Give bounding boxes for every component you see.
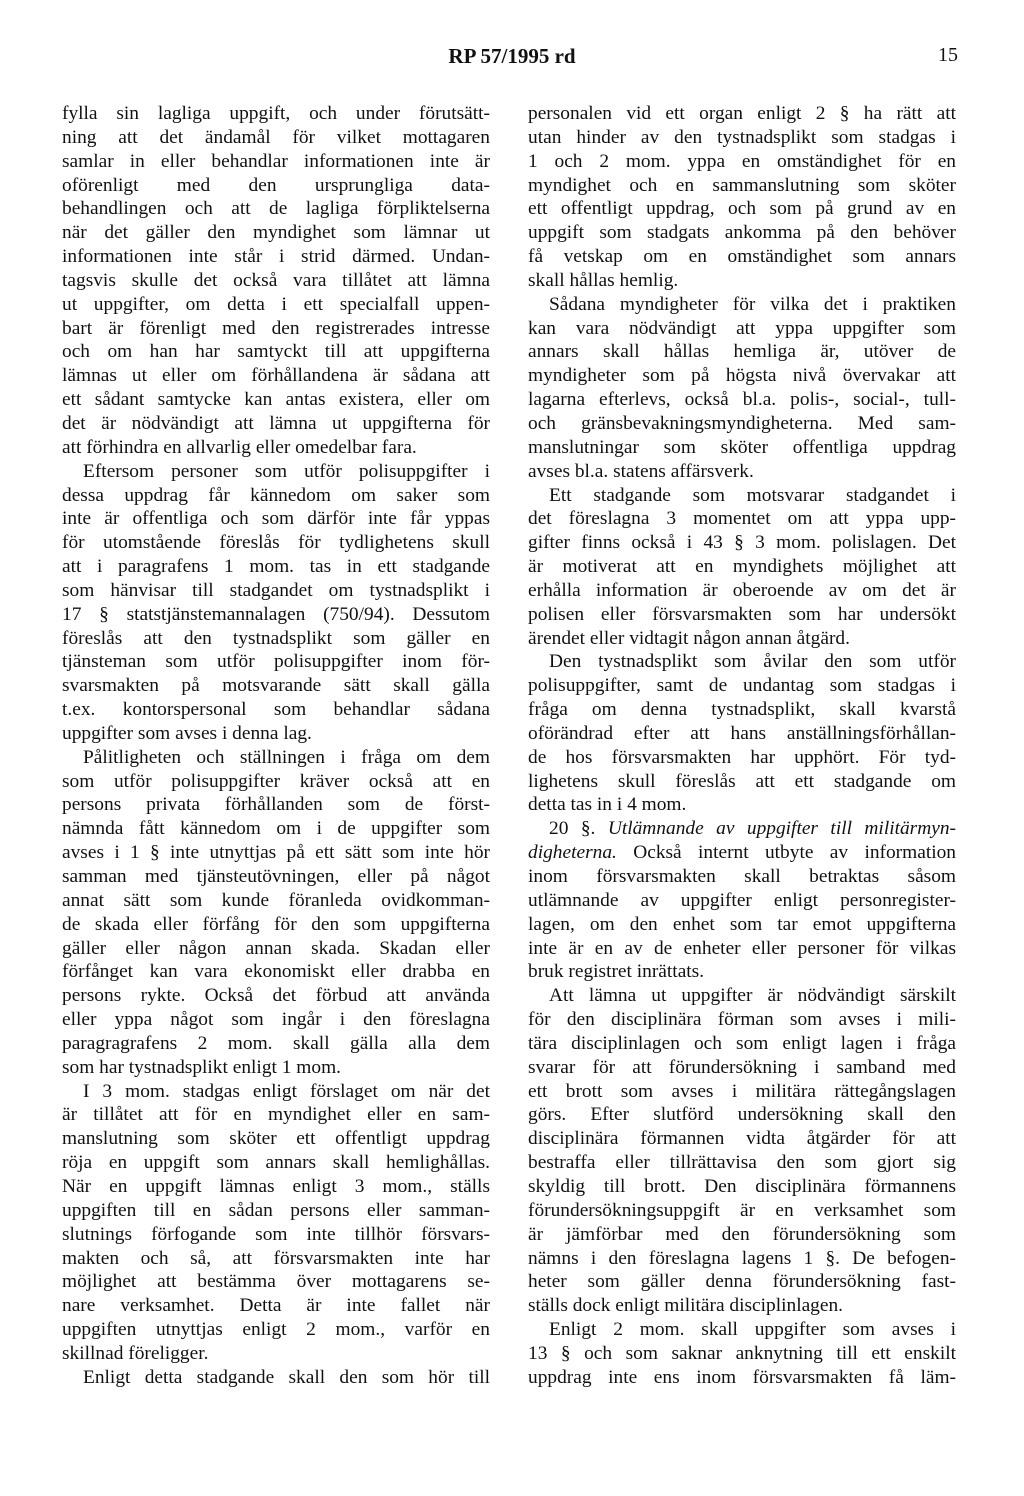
text-line [62,913,490,937]
line-text: Eftersom personer som utför polisuppgifter i [83,460,490,482]
line-text: samman med tjänsteutövningen, eller på något [62,866,490,887]
line-text: nämnda fått kännedom om i de uppgifter som [62,818,490,840]
line-text: oförändrad efter att hans anställningsförhållan- [528,722,956,744]
text-line [528,627,956,651]
line-text: erhålla information är oberoende av om det är [528,579,956,601]
text-line [62,507,490,531]
line-text: för den disciplinära förman som avses i mili- [528,1009,956,1031]
text-line [62,937,490,961]
text-line [62,889,490,913]
text-line [62,340,490,364]
line-text: lämnas ut eller om förhållandena är sådana att [62,365,490,387]
text-line [62,1127,490,1151]
text-line [528,197,956,221]
line-text: som har tystnadsplikt enligt 1 mom. [62,1056,341,1078]
line-text: Ett stadgande som motsvarar stadgandet i [549,484,956,506]
text-line [62,484,490,508]
line-text: 13 § och som saknar anknytning till ett enskilt [528,1342,956,1364]
text-line [62,412,490,436]
line-text: lagarna efterlevs, också bl.a. polis-, social-, tull- [528,389,956,411]
text-line [62,150,490,174]
line-text: och om han har samtyckt till att uppgifterna [62,341,490,363]
line-text: avses i 1 § inte utnyttjas på ett sätt som inte hör [62,842,490,864]
line-text: Också internt utbyte av information [616,842,956,864]
line-text: det är nödvändigt att lämna ut uppgifterna för [62,412,490,434]
line-text: bruk registret inrättats. [528,961,705,983]
text-line [528,507,956,531]
line-text: makten och så, att försvarsmakten inte har [62,1247,490,1269]
line-text: bart är förenligt med den registrerades intresse [62,317,490,339]
text-line [62,1008,490,1032]
line-text: är motiverat att en myndighets möjlighet att [528,556,956,578]
line-text: 20 §. [549,818,608,840]
line-text: är tillåtet att för en myndighet eller en sam- [62,1104,490,1126]
line-text: fråga om denna tystnadsplikt, skall kvarstå [528,699,956,721]
text-line [528,293,956,317]
line-text: ställs dock enligt militära disciplinlagen. [528,1295,844,1317]
line-text: behandlingen och att de lagliga förpliktelserna [62,198,490,220]
text-line [528,1318,956,1342]
text-line [62,674,490,698]
text-line [62,603,490,627]
page-header [0,44,1024,74]
text-line [62,793,490,817]
text-line [62,1103,490,1127]
text-line [528,579,956,603]
line-text: utlämnande av uppgifter enligt personregister- [528,889,956,911]
line-text: annars skall hållas hemliga är, utöver de [528,341,956,363]
line-text: Enligt 2 mom. skall uppgifter som avses i [549,1319,956,1341]
line-text: kan vara nödvändigt att yppa uppgifter som [528,317,956,339]
text-line [62,865,490,889]
line-text: förfånget kan vara ekonomiskt eller drabba en [62,961,490,983]
line-text: slutnings förfogande som inte tillhör försvars- [62,1223,490,1245]
line-text: paragragrafens 2 mom. skall gälla alla dem [62,1032,490,1054]
text-line [528,722,956,746]
line-text: är jämförbar med den förundersökning som [528,1223,956,1245]
text-line [528,412,956,436]
text-line [528,317,956,341]
text-line [62,555,490,579]
text-line [528,770,956,794]
line-text: ett offentligt uppdrag, och som på grund av en [528,198,956,220]
line-text: Att lämna ut uppgifter är nödvändigt särskilt [549,985,956,1007]
line-text: ett sådant samtycke kan antas existera, eller om [62,389,490,411]
line-text: samlar in eller behandlar informationen inte är [62,150,490,172]
text-line [62,221,490,245]
line-text: uppgiften till en sådan persons eller samman- [62,1199,490,1221]
line-text: de skada eller förfång för den som uppgifterna [62,913,490,935]
text-line [528,960,956,984]
line-text: Sådana myndigheter för vilka det i praktiken [549,293,956,315]
text-line [62,269,490,293]
text-line [62,317,490,341]
text-line [528,269,956,293]
line-text: 17 § statstjänstemannalagen (750/94). Dessutom [62,603,490,625]
line-text: nare verksamhet. Detta är inte fallet när [62,1295,490,1317]
text-line [528,1080,956,1104]
text-line [62,293,490,317]
text-line [62,197,490,221]
line-text: annat sätt som kunde föranleda ovidkomman- [62,889,490,911]
line-text: tagsvis skulle det också vara tillåtet att lämna [62,269,490,291]
line-text: ett brott som avses i militära rättegångslagen [528,1080,956,1102]
line-text: persons privata förhållanden som de först- [62,794,490,816]
text-line [62,1080,490,1104]
line-text: t.ex. kontorspersonal som behandlar sådana [62,699,490,721]
line-text: skillnad föreligger. [62,1342,209,1364]
text-line [528,1366,956,1390]
line-text: myndighet och en sammanslutning som sköter [528,174,956,196]
text-line [528,650,956,674]
text-line [62,627,490,651]
text-line [528,1175,956,1199]
text-line [528,1199,956,1223]
line-text: oförenligt med den ursprungliga data- [62,174,490,196]
text-line [528,1223,956,1247]
line-text: persons rykte. Också det förbud att använda [62,985,490,1007]
line-text: manslutning som sköter ett offentligt uppdrag [62,1128,490,1150]
text-line [528,1056,956,1080]
line-text: gifter finns också i 43 § 3 mom. polislagen. Det [528,532,956,554]
text-line [528,245,956,269]
text-line [62,174,490,198]
text-line [62,1199,490,1223]
line-text: polisen eller försvarsmakten som har undersökt [528,603,956,625]
line-text: som hänvisar till stadgandet om tystnadsplikt i [62,579,490,601]
line-text: när det gäller den myndighet som lämnar ut [62,222,490,244]
text-line [62,960,490,984]
text-line [62,460,490,484]
text-line [528,865,956,889]
italic-heading-text: digheterna. [528,842,617,864]
text-line [62,1175,490,1199]
line-text: 1 och 2 mom. yppa en omständighet för en [528,150,956,172]
line-text: disciplinära förmannen vidta åtgärder för att [528,1128,956,1150]
text-line [62,436,490,460]
line-text: inte är en av de enheter eller personer för vilkas [528,937,956,959]
text-line [528,698,956,722]
text-line [528,1008,956,1032]
text-line [528,388,956,412]
line-text: ning att det ändamål för vilket mottagaren [62,126,490,148]
text-line [528,1247,956,1271]
line-text: avses bl.a. statens affärsverk. [528,460,754,482]
text-line [528,484,956,508]
line-text: för utomstående föreslås för tydlighetens skull [62,532,490,554]
line-text: utan hinder av den tystnadsplikt som stadgas i [528,126,956,148]
line-text: att i paragrafens 1 mom. tas in ett stadgande [62,556,490,578]
line-text: Enligt detta stadgande skall den som hör till [83,1366,490,1388]
text-line [62,1366,490,1390]
text-line [528,1151,956,1175]
line-text: röja en uppgift som annars skall hemlighållas. [62,1152,490,1174]
line-text: heter som gäller denna förundersökning fast- [528,1271,956,1293]
text-line [528,150,956,174]
text-line [528,555,956,579]
text-line [528,364,956,388]
text-line [528,746,956,770]
text-line [62,841,490,865]
line-text: och gränsbevakningsmyndigheterna. Med sam- [528,412,956,434]
text-line [528,102,956,126]
line-text: informationen inte står i strid därmed. Undan- [62,246,490,268]
text-line [62,1342,490,1366]
line-text: svarar för att förundersökning i samband med [528,1056,956,1078]
text-line [62,102,490,126]
text-line [528,1270,956,1294]
text-line [62,126,490,150]
line-text: görs. Efter slutförd undersökning skall den [528,1104,956,1126]
text-line [62,770,490,794]
line-text: detta tas in i 4 mom. [528,794,687,816]
line-text: polisuppgifter, samt de undantag som stadgas i [528,675,956,697]
text-line [528,1032,956,1056]
right-text-column [528,102,956,1390]
line-text: I 3 mom. stadgas enligt förslaget om när det [83,1080,490,1102]
line-text: möjlighet att bestämma över mottagarens se- [62,1271,490,1293]
text-line [528,1127,956,1151]
line-text: När en uppgift lämnas enligt 3 mom., ställs [62,1175,490,1197]
line-text: förundersökningsuppgift är en verksamhet som [528,1199,956,1221]
text-line [528,603,956,627]
left-text-column [62,102,490,1390]
text-line [528,984,956,1008]
text-line [62,817,490,841]
line-text: uppgift som stadgats ankomma på den behöver [528,222,956,244]
text-line [528,817,956,841]
text-line [528,126,956,150]
line-text: det föreslagna 3 momentet om att yppa upp- [528,508,956,530]
line-text: lagen, om den enhet som tar emot uppgifterna [528,913,956,935]
line-text: uppgifter som avses i denna lag. [62,722,312,744]
line-text: svarsmakten på motsvarande sätt skall gälla [62,675,490,697]
text-line [528,221,956,245]
text-line [528,841,956,865]
italic-heading-text: Utlämnande av uppgifter till militärmyn- [607,818,956,840]
text-line [528,913,956,937]
line-text: gäller eller någon annan skada. Skadan eller [62,937,490,959]
line-text: lighetens skull föreslås att ett stadgande om [528,770,956,792]
text-line [528,889,956,913]
line-text: myndigheter som på högsta nivå övervakar att [528,365,956,387]
line-text: nämns i den föreslagna lagens 1 §. De befogen- [528,1247,956,1269]
line-text: som utför polisuppgifter kräver också att en [62,770,490,792]
text-line [62,579,490,603]
text-line [528,937,956,961]
line-text: uppgiften utnyttjas enligt 2 mom., varför en [62,1319,490,1341]
text-line [62,698,490,722]
text-line [528,674,956,698]
text-line [62,364,490,388]
text-line [528,460,956,484]
line-text: tjänsteman som utför polisuppgifter inom för- [62,651,490,673]
text-line [62,1318,490,1342]
text-line [528,340,956,364]
line-text: skyldig till brott. Den disciplinära förmannens [528,1175,956,1197]
line-text: manslutningar som sköter offentliga uppdrag [528,436,956,458]
text-line [62,1056,490,1080]
line-text: Den tystnadsplikt som åvilar den som utför [549,651,956,673]
line-text: tära disciplinlagen och som enligt lagen i fråga [528,1032,956,1054]
text-line [62,1270,490,1294]
text-line [62,1247,490,1271]
text-line [62,531,490,555]
line-text: skall hållas hemlig. [528,269,679,291]
line-text: ut uppgifter, om detta i ett specialfall uppen- [62,293,490,315]
line-text: föreslås att den tystnadsplikt som gäller en [62,627,490,649]
text-line [528,174,956,198]
line-text: fylla sin lagliga uppgift, och under förutsätt- [62,103,490,124]
text-line [528,1342,956,1366]
text-line [62,722,490,746]
text-line [62,245,490,269]
text-line [62,650,490,674]
text-line [62,1032,490,1056]
text-line [528,531,956,555]
line-text: dessa uppdrag får kännedom om saker som [62,484,490,506]
line-text: inom försvarsmakten skall betraktas såsom [528,866,956,887]
document-reference: RP 57/1995 rd [448,44,576,68]
text-line [62,1294,490,1318]
text-line [528,793,956,817]
text-line [62,1223,490,1247]
line-text: inte är offentliga och som därför inte får yppas [62,508,490,530]
line-text: de hos försvarsmakten har upphört. För tyd- [528,746,956,768]
line-text: personalen vid ett organ enligt 2 § ha rätt att [528,103,956,124]
text-line [62,746,490,770]
text-line [62,1151,490,1175]
page-number: 15 [938,44,958,66]
text-line [528,1294,956,1318]
line-text: att förhindra en allvarlig eller omedelbar fara. [62,436,417,458]
text-line [62,984,490,1008]
text-line [528,1103,956,1127]
text-line [528,436,956,460]
line-text: Pålitligheten och ställningen i fråga om dem [83,746,490,768]
line-text: få vetskap om en omständighet som annars [528,246,956,268]
line-text: eller yppa något som ingår i den föreslagna [62,1009,490,1031]
line-text: ärendet eller vidtagit någon annan åtgärd. [528,627,850,649]
text-line [62,388,490,412]
line-text: bestraffa eller tillrättavisa den som gjort sig [528,1152,956,1174]
line-text: uppdrag inte ens inom försvarsmakten få läm- [528,1366,956,1388]
